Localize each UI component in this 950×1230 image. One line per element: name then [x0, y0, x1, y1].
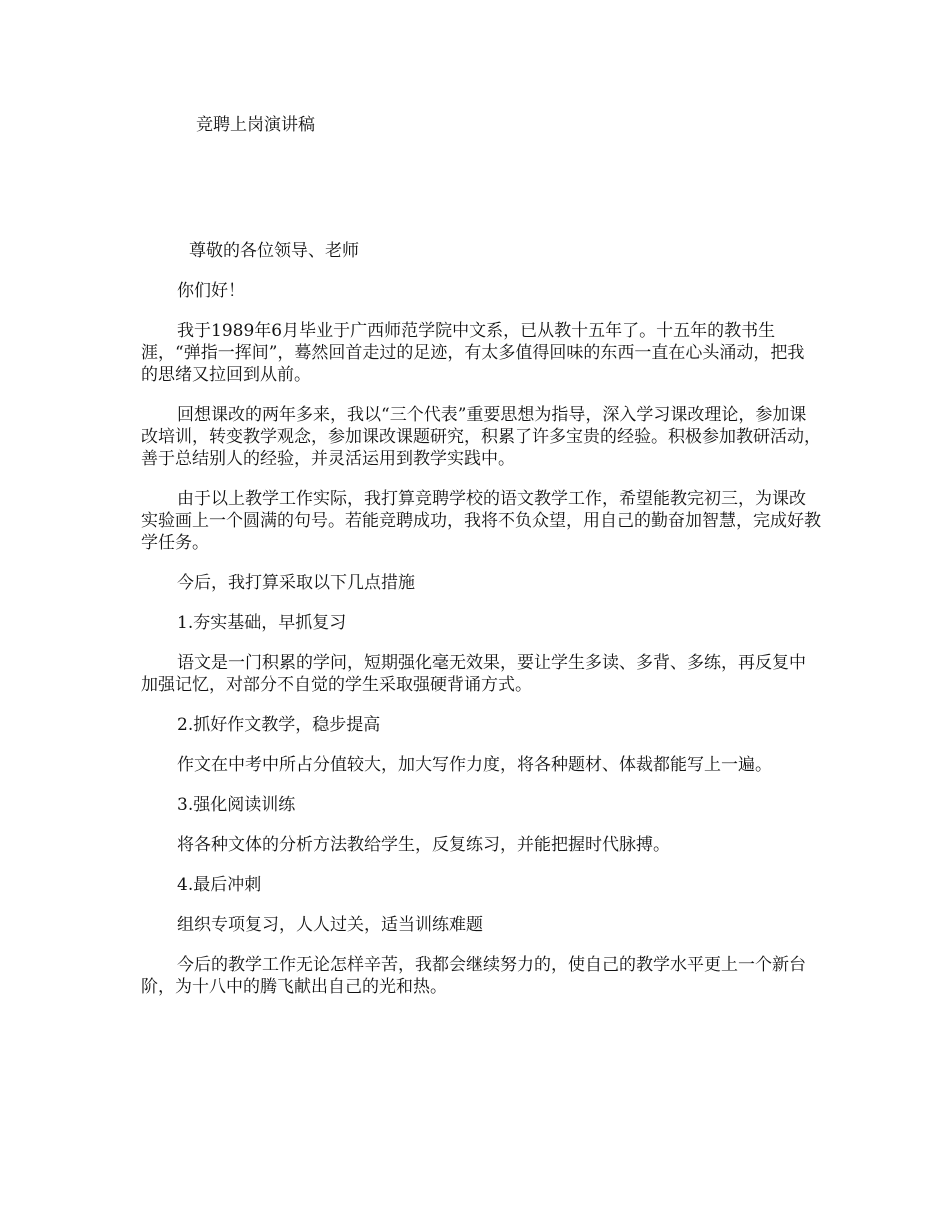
- measure-4-text: 组织专项复习，人人过关，适当训练难题: [177, 915, 483, 935]
- greeting: 你们好！: [177, 281, 245, 301]
- document-body: [141, 240, 821, 1016]
- measure-2-heading: 2.抓好作文教学，稳步提高: [177, 715, 381, 735]
- paragraph-reform: 回想课改的两年多来，我以“三个代表”重要思想为指导，深入学习课改理论，参加课改培训，转变教学观念，参加课改课题研究，积累了许多宝贵的经验。积极参加教研活动，善于总结别人的经验，并灵活运用到教学实践中。: [141, 405, 821, 469]
- paragraph-closing: 今后的教学工作无论怎样辛苦，我都会继续努力的，使自己的教学水平更上一个新台阶，为十八中的腾飞献出自己的光和热。: [141, 955, 806, 997]
- measure-4-heading: 4.最后冲刺: [177, 875, 262, 895]
- measures-heading: 今后，我打算采取以下几点措施: [177, 573, 415, 593]
- measure-3-text: 将各种文体的分析方法教给学生，反复练习，并能把握时代脉搏。: [177, 835, 670, 855]
- measure-3-heading: 3.强化阅读训练: [177, 795, 296, 815]
- paragraph-application: 由于以上教学工作实际，我打算竞聘学校的语文教学工作，希望能教完初三，为课改实验画上一个圆满的句号。若能竞聘成功，我将不负众望，用自己的勤奋加智慧，完成好教学任务。: [141, 489, 821, 553]
- salutation: 尊敬的各位领导、老师: [189, 241, 359, 261]
- paragraph-intro: 我于1989年6月毕业于广西师范学院中文系，已从教十五年了。十五年的教书生涯，“弹指一挥间”，蓦然回首走过的足迹，有太多值得回味的东西一直在心头涌动，把我的思绪又拉回到从前。: [141, 321, 805, 385]
- measure-1-text: 语文是一门积累的学问，短期强化毫无效果，要让学生多读、多背、多练，再反复中加强记忆，对部分不自觉的学生采取强硬背诵方式。: [141, 653, 806, 695]
- measure-2-text: 作文在中考中所占分值较大，加大写作力度，将各种题材、体裁都能写上一遍。: [177, 755, 772, 775]
- measure-1-heading: 1.夯实基础，早抓复习: [177, 613, 347, 633]
- document-title: 竞聘上岗演讲稿: [196, 115, 315, 135]
